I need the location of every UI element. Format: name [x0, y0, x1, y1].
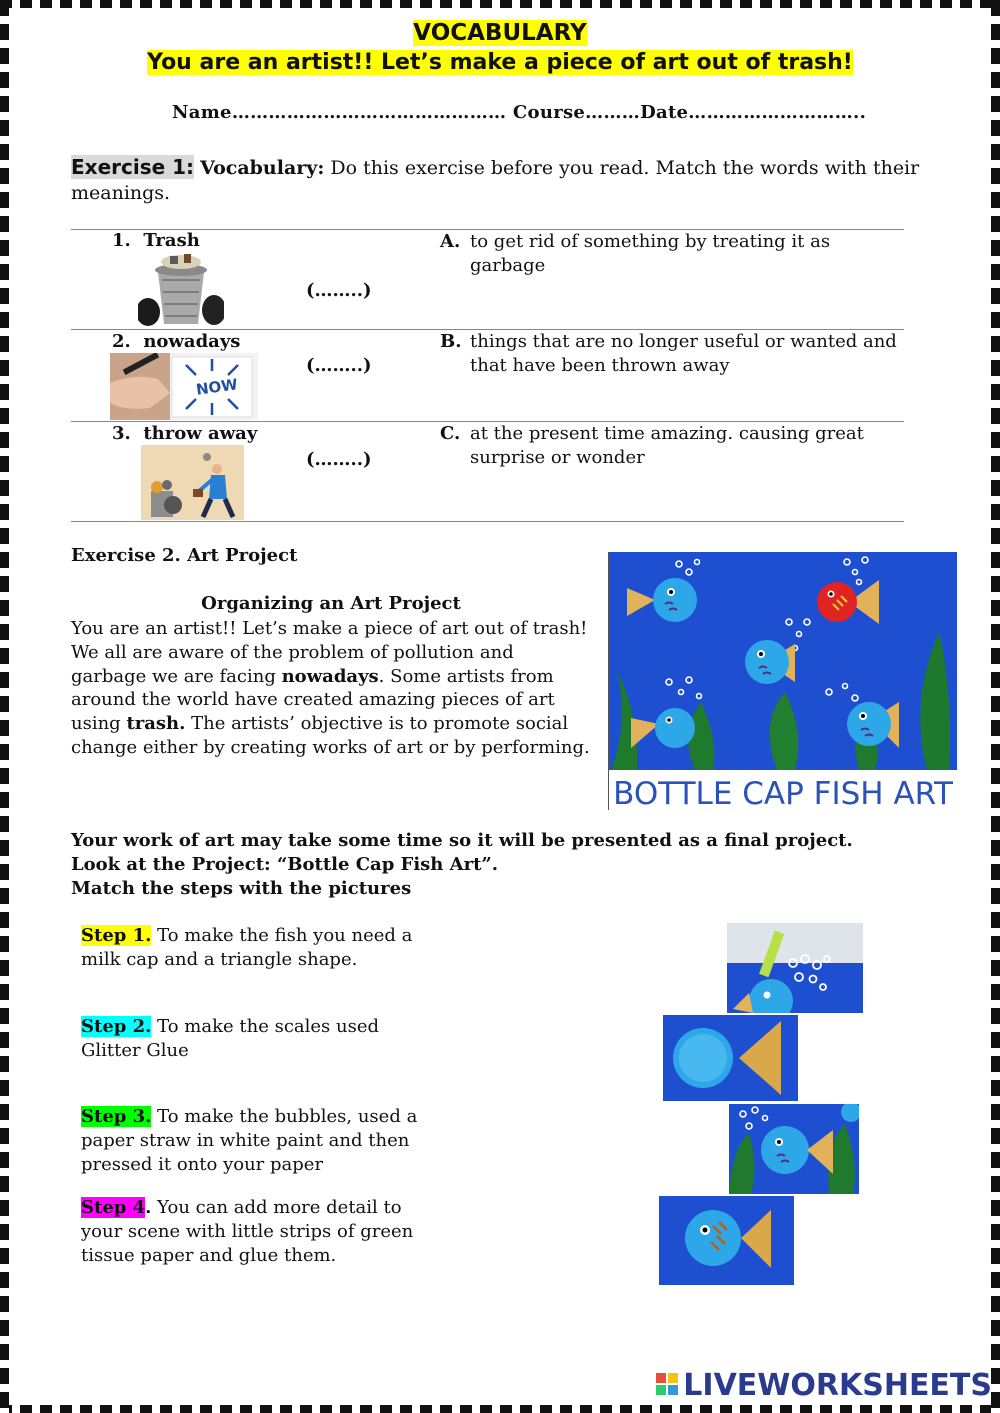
- meaning-text-a: to get rid of something by treating it as garbage: [470, 231, 831, 276]
- vocab-word-2: 2. nowadays: [112, 331, 241, 352]
- vocab-word-3: 3. throw away: [112, 423, 258, 444]
- meaning-text-c: at the present time amazing. causing great surprise or wonder: [470, 423, 864, 468]
- student-info-line[interactable]: Name……………………………………… Course………Date………………………..: [172, 102, 867, 123]
- meaning-text-b: things that are no longer useful or wanted and that have been thrown away: [470, 331, 897, 376]
- meaning-letter-b: B.: [440, 331, 462, 352]
- exercise1-instruction: [71, 155, 941, 206]
- step-4: Step 4. You can add more detail to your scene with little strips of green tissue paper and glue them.: [81, 1197, 414, 1266]
- cap-and-triangle-picture[interactable]: [663, 1015, 798, 1101]
- meaning-letter-a: A.: [440, 231, 461, 252]
- liveworksheets-logo: LIVEWORKSHEETS: [656, 1368, 992, 1403]
- liveworksheets-logo-icon: [656, 1371, 680, 1397]
- exercise2-heading: Exercise 2. Art Project: [71, 545, 298, 566]
- project-instructions: Your work of art may take some time so it will be presented as a final project. Look at the Project: “Bottle Cap Fish Art”. Match the steps with the pictures: [71, 830, 853, 899]
- throw-away-picture: [141, 445, 244, 520]
- trash-can-picture: [138, 252, 224, 328]
- bubbles-step-picture[interactable]: [727, 923, 863, 1013]
- step-2: Step 2. To make the scales used Glitter Glue: [81, 1016, 380, 1061]
- fish-art-caption: BOTTLE CAP FISH ART: [613, 776, 953, 810]
- page-border-right: [991, 0, 1000, 1413]
- step-3: Step 3. To make the bubbles, used a paper straw in white paint and then pressed it onto your paper: [81, 1106, 418, 1175]
- answer-blank-3[interactable]: (……..): [306, 449, 372, 470]
- page-border-bottom: [0, 1405, 1000, 1413]
- table-rule: [71, 521, 904, 522]
- exercise1-lead: Vocabulary:: [200, 157, 325, 179]
- exercise1-text: Do this exercise before you read. Match the words with their meanings.: [71, 157, 920, 204]
- bottle-cap-fish-art-image: [608, 552, 957, 810]
- page-subtitle: You are an artist!! Let’s make a piece of art out of trash!: [147, 50, 853, 75]
- now-sign-text: NOW: [194, 375, 239, 399]
- meaning-letter-c: C.: [440, 423, 461, 444]
- article-title: Organizing an Art Project: [201, 593, 461, 614]
- now-sign-picture: [110, 353, 258, 420]
- scales-step-picture[interactable]: [659, 1196, 794, 1285]
- page-border-left: [0, 0, 9, 1413]
- exercise1-label: Exercise 1:: [71, 155, 195, 179]
- vocab-word-1: 1. Trash: [112, 230, 200, 251]
- page-title: VOCABULARY: [413, 20, 587, 46]
- answer-blank-2[interactable]: (……..): [306, 355, 372, 376]
- seaweed-step-picture[interactable]: [729, 1104, 859, 1194]
- article-text: You are an artist!! Let’s make a piece of art out of trash! We all are aware of the problem of pollution and garbage we are facing nowadays. Some artists from around the world have created amazing pieces of art using trash. The artists’ objective is to promote social change either by creating works of art or by performing.: [71, 618, 590, 758]
- answer-blank-1[interactable]: (……..): [306, 280, 372, 301]
- step-1: Step 1. To make the fish you need a milk cap and a triangle shape.: [81, 925, 413, 970]
- page-border-top: [0, 0, 1000, 8]
